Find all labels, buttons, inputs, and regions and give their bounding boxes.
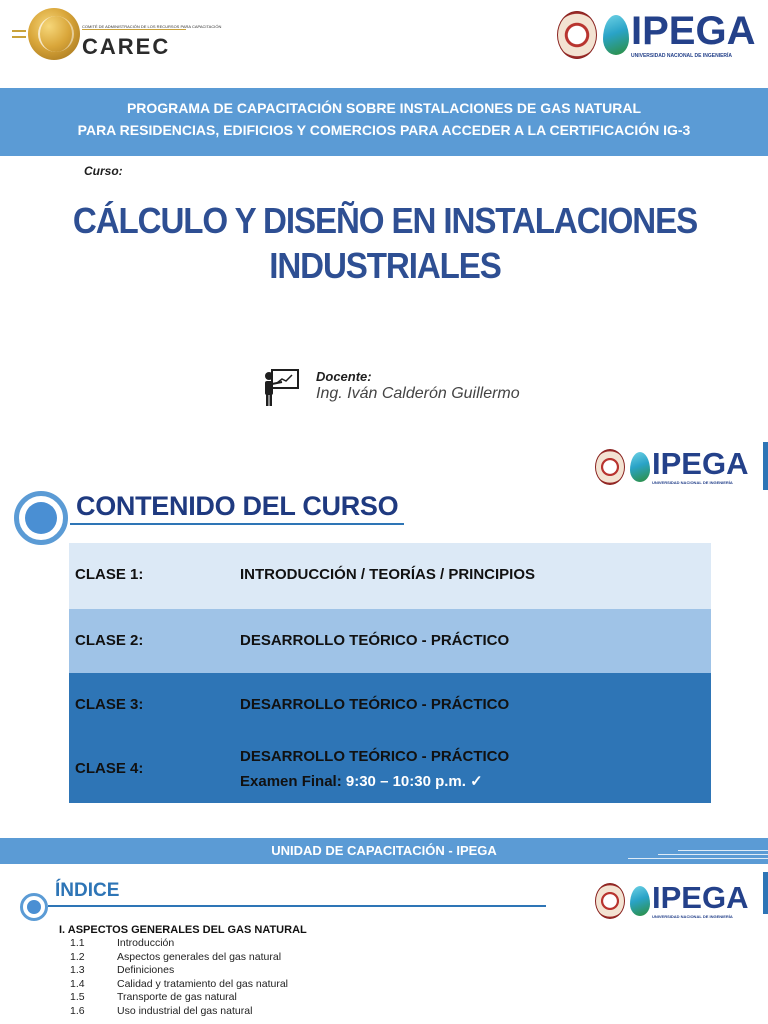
docente-label: Docente: <box>316 369 372 384</box>
university-seal-icon <box>595 449 625 485</box>
teacher-board-icon <box>262 368 300 408</box>
ipega-subtitle: UNIVERSIDAD NACIONAL DE INGENIERÍA <box>652 914 733 919</box>
list-item <box>70 937 470 951</box>
gas-flame-icon <box>630 886 650 916</box>
carec-logo <box>12 8 222 60</box>
docente-name: Ing. Iván Calderón Guillermo <box>316 385 520 402</box>
ipega-subtitle: UNIVERSIDAD NACIONAL DE INGENIERÍA <box>631 53 733 59</box>
globe-icon <box>28 8 80 60</box>
item-number: 1.1 <box>70 937 85 949</box>
item-text: Introducción <box>117 937 175 949</box>
class-topic: DESARROLLO TEÓRICO - PRÁCTICO <box>240 632 510 649</box>
list-item <box>70 964 470 978</box>
unit-banner <box>0 838 768 864</box>
item-number: 1.4 <box>70 977 85 990</box>
ipega-logo <box>557 11 755 59</box>
title-underline <box>70 523 404 525</box>
course-title <box>68 198 703 288</box>
class-topic: INTRODUCCIÓN / TEORÍAS / PRINCIPIOS <box>240 566 536 583</box>
contents-slide <box>0 436 768 836</box>
ipega-logo <box>595 882 748 919</box>
list-item <box>70 978 470 992</box>
class-number: CLASE 4: <box>75 760 144 777</box>
item-number: 1.3 <box>70 964 85 976</box>
gas-flame-icon <box>603 15 629 55</box>
index-list <box>70 937 470 1018</box>
index-section-title: I. ASPECTOS GENERALES DEL GAS NATURAL <box>59 924 307 936</box>
item-text: Aspectos generales del gas natural <box>117 950 282 963</box>
program-line-1: PROGRAMA DE CAPACITACIÓN SOBRE INSTALACIONES DE GAS NATURAL <box>126 100 642 116</box>
class-number: CLASE 1: <box>75 566 144 583</box>
table-row <box>69 739 711 803</box>
banner-lines <box>628 850 768 864</box>
ipega-wordmark: IPEGA <box>652 446 749 481</box>
list-item <box>70 951 470 965</box>
accent-bar <box>763 872 768 914</box>
ipega-subtitle: UNIVERSIDAD NACIONAL DE INGENIERÍA <box>652 480 733 485</box>
list-item <box>70 1005 470 1019</box>
ipega-wordmark: IPEGA <box>631 9 756 53</box>
unit-banner-title: UNIDAD DE CAPACITACIÓN - IPEGA <box>271 843 497 858</box>
contents-title: CONTENIDO DEL CURSO <box>76 491 399 521</box>
course-schedule-table <box>69 543 711 803</box>
item-text: Calidad y tratamiento del gas natural <box>117 977 289 990</box>
program-banner <box>0 88 768 156</box>
item-text: Transporte de gas natural <box>117 991 237 1003</box>
exam-time: 9:30 – 10:30 p.m. ✓ <box>345 773 483 790</box>
table-row <box>69 609 711 673</box>
exam-label: Examen Final: <box>240 773 342 790</box>
logo-stripes <box>12 30 26 38</box>
index-title: ÍNDICE <box>55 880 120 901</box>
bullet-circle-icon <box>14 491 68 545</box>
accent-bar <box>763 442 768 490</box>
course-title-line-2: INDUSTRIALES <box>269 245 501 286</box>
university-seal-icon <box>595 883 625 919</box>
course-title-line-1: CÁLCULO Y DISEÑO EN INSTALACIONES <box>72 200 698 241</box>
carec-tagline: COMITÉ DE ADMINISTRACIÓN DE LOS RECURSOS PARA CAPACITACIÓN <box>82 24 222 29</box>
item-text: Definiciones <box>117 964 175 976</box>
class-number: CLASE 3: <box>75 696 144 713</box>
cover-slide <box>0 0 768 436</box>
class-topic: DESARROLLO TEÓRICO - PRÁCTICO <box>240 696 510 713</box>
bullet-circle-icon <box>20 893 48 921</box>
title-underline <box>48 905 546 907</box>
gas-flame-icon <box>630 452 650 482</box>
class-number: CLASE 2: <box>75 632 144 649</box>
class-topic: DESARROLLO TEÓRICO - PRÁCTICO <box>240 748 510 765</box>
carec-wordmark: CAREC <box>82 34 171 59</box>
curso-label: Curso: <box>84 164 123 178</box>
table-row <box>69 543 711 609</box>
item-number: 1.6 <box>70 1004 85 1017</box>
table-row <box>69 673 711 739</box>
university-seal-icon <box>557 11 597 59</box>
index-slide <box>0 864 768 1024</box>
final-exam <box>240 772 483 790</box>
ipega-wordmark: IPEGA <box>652 880 749 915</box>
ipega-logo <box>595 448 748 485</box>
list-item <box>70 991 470 1005</box>
program-line-2: PARA RESIDENCIAS, EDIFICIOS Y COMERCIOS PARA ACCEDER A LA CERTIFICACIÓN IG-3 <box>77 122 691 138</box>
item-text: Uso industrial del gas natural <box>117 1004 253 1017</box>
item-number: 1.2 <box>70 950 85 963</box>
item-number: 1.5 <box>70 991 85 1003</box>
